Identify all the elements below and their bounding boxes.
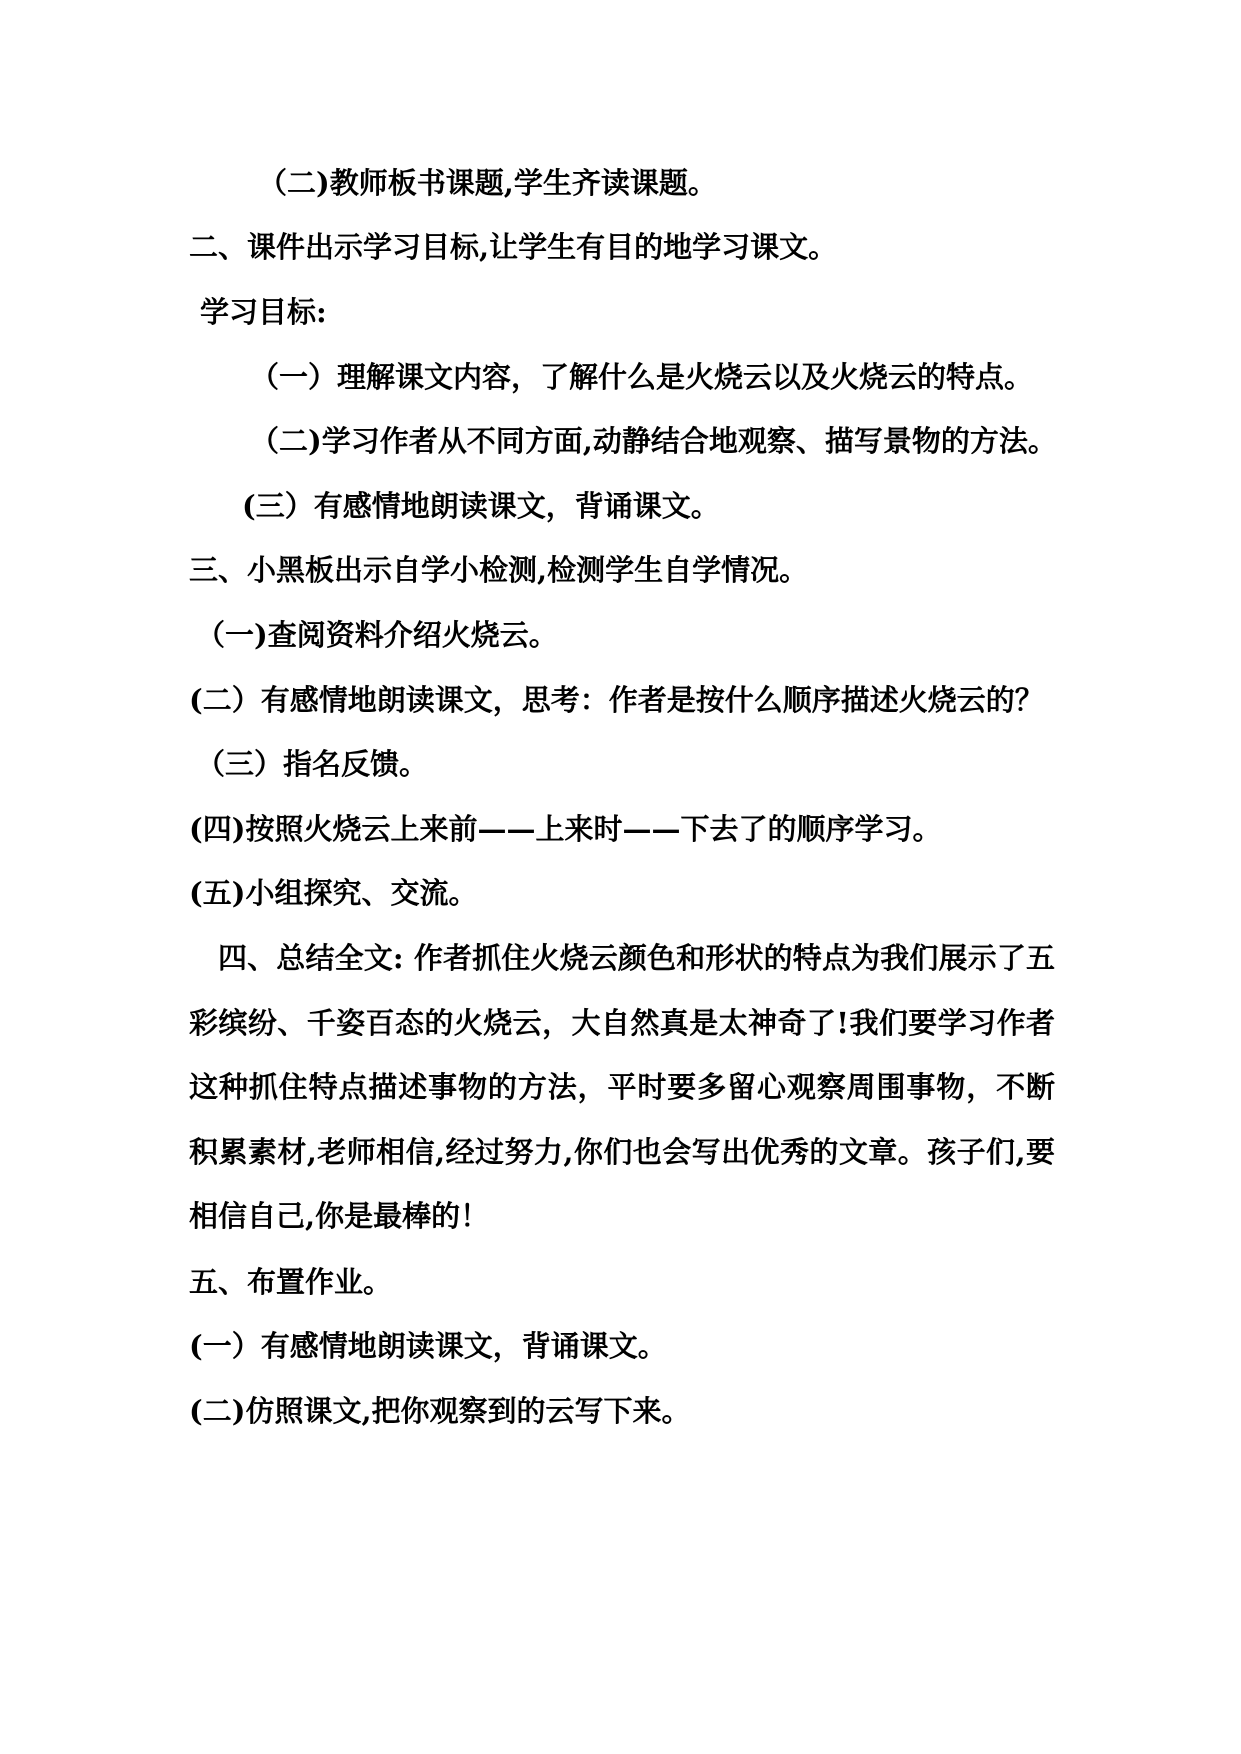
self-check-item-two: (二）有感情地朗读课文，思考：作者是按什么顺序描述火烧云的？ [189,683,1044,717]
section-two-heading: 二、课件出示学习目标,让学生有目的地学习课文。 [189,230,838,264]
learning-goals-label: 学习目标: [200,295,327,329]
homework-item-one: (一）有感情地朗读课文，背诵课文。 [189,1329,667,1363]
self-check-item-five: (五)小组探究、交流。 [189,876,478,910]
goal-two: （二)学习作者从不同方面,动静结合地观察、描写景物的方法。 [250,424,1057,458]
homework-item-two: (二)仿照课文,把你观察到的云写下来。 [189,1394,691,1428]
section-five-heading: 五、布置作业。 [189,1265,393,1299]
self-check-item-three: （三）指名反馈。 [196,747,429,781]
section-three-heading: 三、小黑板出示自学小检测,检测学生自学情况。 [189,553,809,587]
section-four-summary-paragraph: 四、总结全文: 作者抓住火烧云颜色和形状的特点为我们展示了五彩缤纷、千姿百态的火烧云，大自然真是太神奇了!我们要学习作者这种抓住特点描述事物的方法，平时要多留心观察周围事物，不断积累素材,老师相信,经过努力,你们也会写出优秀的文章。孩子们,要相信自己,你是最棒的！ [189,941,1055,1233]
self-check-item-four: (四)按照火烧云上来前——上来时——下去了的顺序学习。 [189,812,942,846]
self-check-item-one: （一)查阅资料介绍火烧云。 [196,618,558,652]
goal-one: （一）理解课文内容，了解什么是火烧云以及火烧云的特点。 [250,360,1034,394]
subsection-teacher-writes-title: （二)教师板书课题,学生齐读课题。 [258,166,717,200]
goal-three: (三）有感情地朗读课文，背诵课文。 [242,489,720,523]
